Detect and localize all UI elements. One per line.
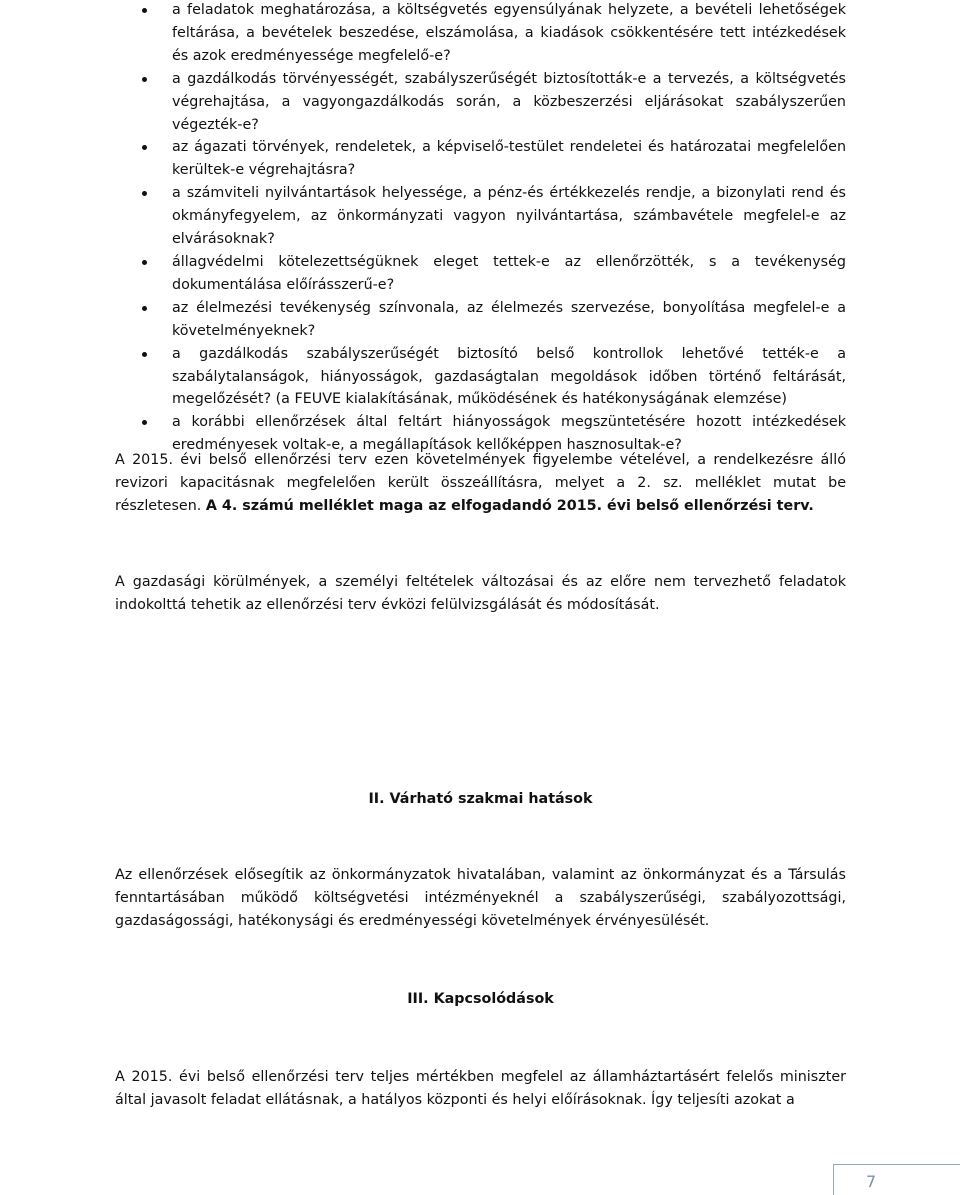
plan-paragraph-text: A 2015. évi belső ellenőrzési terv ezen követelmények figyelembe vételével, a rendelkezésre álló revizori kapacitásnak megfelelően került összeállításra, melyet a 2. sz. melléklet mutat be részletesen.	[115, 452, 846, 514]
list-item: az élelmezési tevékenység színvonala, az élelmezés szervezése, bonyolítása megfelel-e a követelményeknek?	[115, 297, 846, 343]
page-number: 7	[866, 1172, 877, 1191]
bullet-icon	[142, 306, 147, 311]
bullet-icon	[142, 352, 147, 357]
bullet-icon	[142, 77, 147, 82]
connections-paragraph: A 2015. évi belső ellenőrzési terv teljes mértékben megfelel az államháztartásért felelős miniszter által javasolt feladat ellátásnak, a hatályos központi és helyi előírásoknak. Így teljesíti azokat a	[115, 1069, 846, 1108]
list-item: a korábbi ellenőrzések által feltárt hiányosságok megszüntetésére hozott intézkedések eredményesek voltak-e, a megállapítások kellőképpen hasznosultak-e?	[115, 411, 846, 457]
criteria-bullet-list	[115, 0, 846, 457]
plan-paragraph-bold: A 4. számú melléklet maga az elfogadandó 2015. évi belső ellenőrzési terv.	[205, 497, 814, 514]
bullet-icon	[142, 8, 147, 13]
list-item: a feladatok meghatározása, a költségvetés egyensúlyának helyzete, a bevételi lehetőségek feltárása, a bevételek beszedése, elszámolása, a kiadások csökkentésére tett intézkedések és azok eredményessége megfelelő-e?	[115, 0, 846, 68]
list-item: a gazdálkodás szabályszerűségét biztosító belső kontrollok lehetővé tették-e a szabálytalanságok, hiányosságok, gazdaságtalan megoldások időben történő feltárását, megelőzését? (a FEUVE kialakításának, működésének és hatékonyságának elemzése)	[115, 343, 846, 412]
list-item: állagvédelmi kötelezettségüknek eleget tettek-e az ellenőrzötték, s a tevékenység dokumentálása előírásszerű-e?	[115, 251, 846, 297]
bullet-icon	[142, 260, 147, 265]
section-title-connections: III. Kapcsolódások	[407, 991, 554, 1007]
list-item: a gazdálkodás törvényességét, szabályszerűségét biztosították-e a tervezés, a költségvetés végrehajtása, a vagyongazdálkodás során, a közbeszerzési eljárásokat szabályszerűen végezték-e?	[115, 68, 846, 137]
bullet-icon	[142, 420, 147, 425]
list-item: az ágazati törvények, rendeletek, a képviselő-testület rendeletei és határozatai megfelelően kerültek-e végrehajtásra?	[115, 136, 846, 182]
bullet-icon	[142, 145, 147, 150]
effects-paragraph: Az ellenőrzések elősegítik az önkormányzatok hivatalában, valamint az önkormányzat és a Társulás fenntartásában működő költségvetési intézményeknél a szabályszerűségi, szabályozottsági, gazdaságossági, hatékonysági és eredményességi követelmények érvényesülését.	[115, 867, 846, 929]
plan-paragraph	[115, 449, 846, 518]
list-item: a számviteli nyilvántartások helyessége, a pénz-és értékkezelés rendje, a bizonylati rend és okmányfegyelem, az önkormányzati vagyon nyilvántartása, számbavétele megfelel-e az elvárásoknak?	[115, 182, 846, 251]
section-title-expected-effects: II. Várható szakmai hatások	[368, 791, 593, 807]
footer-divider	[911, 1164, 960, 1165]
revision-paragraph: A gazdasági körülmények, a személyi feltételek változásai és az előre nem tervezhető feladatok indokolttá tehetik az ellenőrzési terv évközi felülvizsgálását és módosítását.	[115, 574, 846, 613]
bullet-icon	[142, 191, 147, 196]
